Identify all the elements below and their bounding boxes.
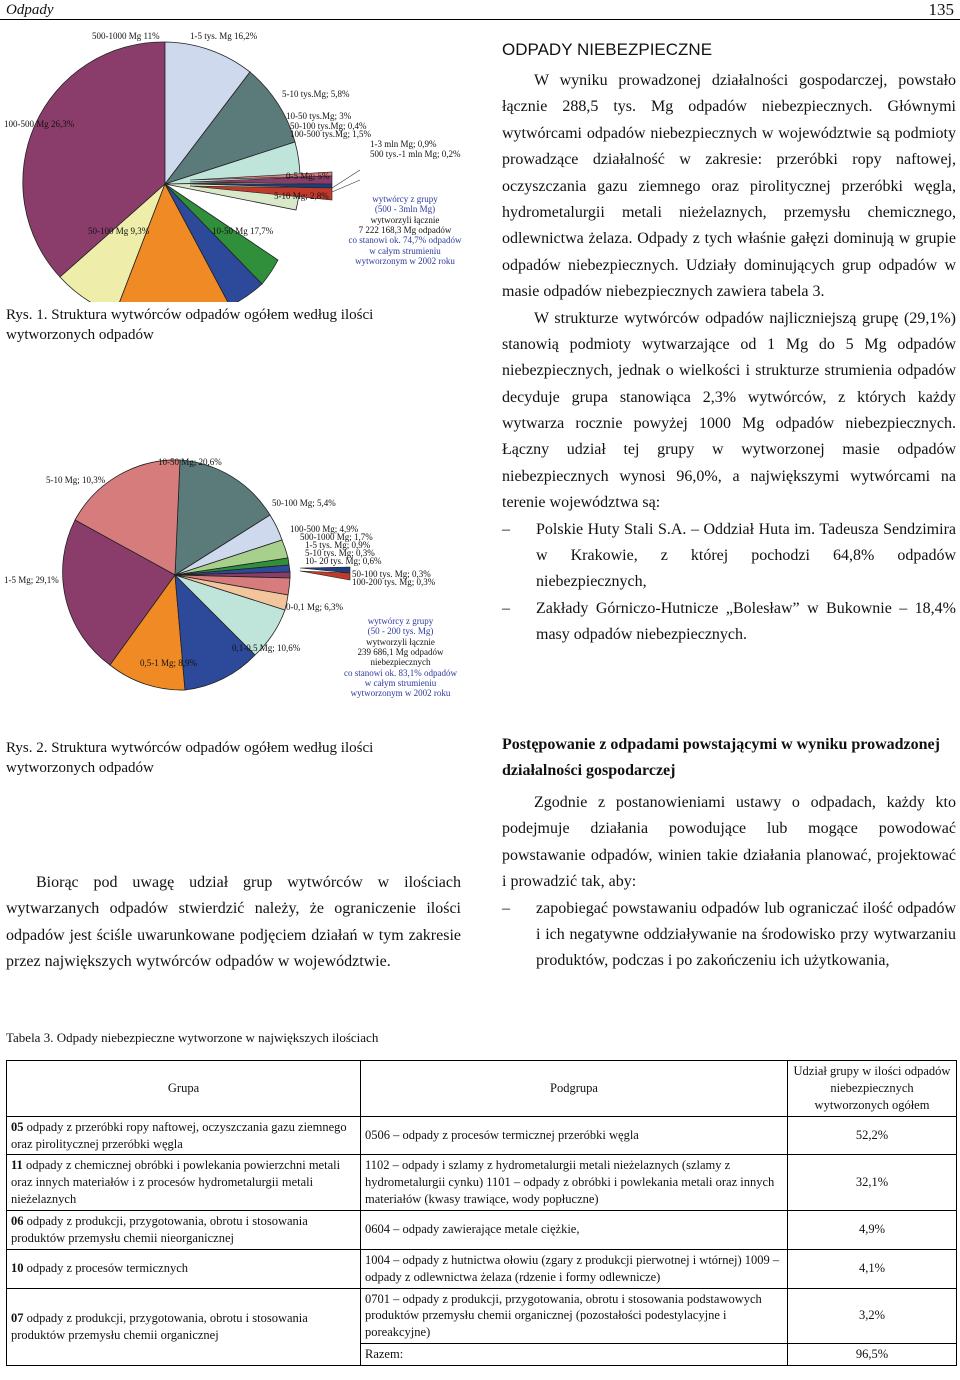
group-cell: 05 odpady z przeróbki ropy naftowej, oczyszczania gazu ziemnego oraz pirolitycznej przeróbki węgla — [7, 1116, 361, 1155]
paragraph-2: W strukturze wytwórców odpadów najliczniejszą grupę (29,1%) stanowią podmioty wytwarzające od 1 Mg do 5 Mg odpadów niebezpiecznych, jednak o wielkości i strukturze strumienia odpadów decyduje grupa stanowiąca 2,3% wytwórców, z których każdy wytwarza rocznie powyżej 1000 Mg odpadów niebezpiecznych. Łączny udział tej grupy w wytworzonej masie odpadów niebezpiecznych wynosi 96,0%, a największymi wytwórcami na terenie województwa są: — [502, 309, 956, 512]
chart2-label-500-1000mg: 500-1000 Mg; 1,7% — [300, 532, 373, 542]
share-cell: 4,1% — [788, 1249, 957, 1288]
waste-table — [6, 1060, 957, 1366]
figure-2-caption: Rys. 2. Struktura wytwórców odpadów ogółem według ilości wytworzonych odpadów — [6, 740, 374, 777]
chart2-label-1-5mg: 1-5 Mg; 29,1% — [4, 575, 59, 585]
paragraph-1: W wyniku prowadzonej działalności gospodarczej, powstało łącznie 288,5 tys. Mg odpadów niebezpiecznych. Głównymi wytwórcami odpadów niebezpiecznych w województwie są podmioty prowadzące działalność w zakresie: przeróbki ropy naftowej, oczyszczania gazu ziemnego oraz pirolitycznej przeróbki węgla, hydrometalurgii metali nieżelaznych, przemysłu chemicznego, odlewnictwa żelaza. Odpady z tych właśnie gałęzi dominują w grupie odpadów niebezpiecznych. Udziały dominujących grup odpadów w masie odpadów niebezpiecznych zawiera tabela 3. — [502, 72, 956, 301]
share-cell: 52,2% — [788, 1116, 957, 1155]
chart1-label-0-5mg: 0-5 Mg; 5% — [286, 171, 330, 181]
table-row — [7, 1211, 957, 1250]
group-cell: 07 odpady z produkcji, przygotowania, obrotu i stosowania produktów przemysłu chemii organicznej — [7, 1288, 361, 1366]
group-cell: 10 odpady z procesów termicznych — [7, 1249, 361, 1288]
chart2-label-1-5tys: 1-5 tys. Mg; 0,9% — [305, 540, 371, 550]
table-header-row — [7, 1061, 957, 1117]
chart1-label-10-50tys: 10-50 tys.Mg; 3% — [286, 111, 352, 121]
chart2-label-5-10tys: 5-10 tys. Mg; 0,3% — [305, 548, 375, 558]
subgroup-cell: 0506 – odpady z procesów termicznej przeróbki węgla — [361, 1116, 788, 1155]
column-header-share: Udział grupy w ilości odpadów niebezpiecznych wytworzonych ogółem — [788, 1061, 957, 1117]
bullet-text: Polskie Huty Stali S.A. – Oddział Huta im. Tadeusza Sendzimira w Krakowie, z której pochodzi 64,8% odpadów niebezpiecznych, — [536, 520, 956, 591]
figure-2 — [0, 440, 490, 710]
group-cell: 06 odpady z produkcji, przygotowania, obrotu i stosowania produktów przemysłu chemii nieorganicznej — [7, 1211, 361, 1250]
right-column-text-2 — [502, 790, 956, 975]
chart1-label-5-10mg: 5-10 Mg; 2,8% — [274, 191, 329, 201]
chart1-label-5-10tys: 5-10 tys.Mg; 5,8% — [282, 89, 350, 99]
share-cell: 32,1% — [788, 1155, 957, 1211]
subgroup-cell: 1102 – odpady i szlamy z hydrometalurgii metali nieżelaznych (szlamy z hydrometalurgii cynku) 1101 – odpady z obróbki i powlekania metali oraz innych materiałów (kwasy trawiące, wody popłuczne) — [361, 1155, 788, 1211]
figure-1-caption: Rys. 1. Struktura wytwórców odpadów ogółem według ilości wytworzonych odpadów — [6, 307, 374, 344]
bullet-item — [502, 896, 956, 975]
table-row — [7, 1288, 957, 1344]
column-header-group: Grupa — [7, 1061, 361, 1117]
bullet-item — [502, 596, 956, 649]
table-row — [7, 1249, 957, 1288]
chart1-label-500-1000mg: 500-1000 Mg 11% — [92, 31, 160, 41]
dash-marker: – — [502, 520, 510, 538]
share-cell: 3,2% — [788, 1288, 957, 1344]
chart1-label-500tys-1mln: 500 tys.-1 mln Mg; 0,2% — [370, 149, 461, 159]
chart1-label-100-500mg: 100-500 Mg 26,3% — [4, 119, 75, 129]
chart1-label-1-5tys: 1-5 tys. Mg 16,2% — [190, 31, 258, 41]
table-caption: Tabela 3. Odpady niebezpieczne wytworzone w największych ilościach — [6, 1030, 379, 1045]
group-cell: 11 odpady z chemicznej obróbki i powlekania powierzchni metali oraz innych materiałów i z procesów hydrometalurgii metali nieżelaznych — [7, 1155, 361, 1211]
chart2-label-10-20tys: 10- 20 tys. Mg; 0,6% — [305, 556, 382, 566]
right-column-text — [502, 68, 956, 649]
chart2-label-100-200tys: 100-200 tys. Mg; 0,3% — [352, 577, 436, 587]
chart2-label-0-1-0-5mg: 0,1-0,5 Mg; 10,6% — [232, 643, 301, 653]
table-row — [7, 1155, 957, 1211]
dash-marker: – — [502, 899, 510, 917]
chart1-label-50-100tys: 50-100 tys.Mg; 0,4% — [290, 121, 367, 131]
chart2-label-50-100mg: 50-100 Mg; 5,4% — [272, 498, 336, 508]
chart2-label-100-500mg: 100-500 Mg; 4,9% — [290, 524, 359, 534]
bullet-text: zapobiegać powstawaniu odpadów lub ograniczać ilość odpadów i ich negatywne oddziaływanie na środowisko przy wytwarzaniu produktów, podczas i po zakończeniu ich użytkowania, — [536, 899, 956, 970]
total-value: 96,5% — [788, 1344, 957, 1366]
subgroup-cell: 1004 – odpady z hutnictwa ołowiu (zgary z produkcji pierwotnej i wtórnej) 1009 – odpady z odlewnictwa żelaza (rdzenie i formy odlewnicze) — [361, 1249, 788, 1288]
page-number: 135 — [928, 0, 954, 19]
section-title: ODPADY NIEBEZPIECZNE — [502, 40, 713, 59]
figure-1 — [0, 22, 490, 302]
chart2-label-0-0-1mg: 0-0,1 Mg; 6,3% — [286, 602, 343, 612]
subsection-heading: Postępowanie z odpadami powstającymi w wyniku prowadzonej działalności gospodarczej — [502, 736, 940, 779]
chart2-label-0-5-1mg: 0,5-1 Mg; 8,9% — [140, 658, 197, 668]
chart1-label-1-3mln: 1-3 mln Mg; 0,9% — [370, 139, 437, 149]
chart1-label-10-50mg: 10-50 Mg 17,7% — [212, 226, 274, 236]
subgroup-cell: 0701 – odpady z produkcji, przygotowania, obrotu i stosowania podstawowych produktów przemysłu chemii organicznej (pozostałości podestylacyjne i poreakcyjne) — [361, 1288, 788, 1344]
running-header-title: Odpady — [6, 2, 54, 18]
header-rule — [0, 19, 960, 20]
bullet-text: Zakłady Górniczo-Hutnicze „Bolesław” w Bukownie – 18,4% masy odpadów niebezpiecznych. — [536, 599, 956, 644]
total-label: Razem: — [361, 1344, 788, 1366]
paragraph-3: Zgodnie z postanowieniami ustawy o odpadach, każdy kto podejmuje działania powodujące lub mogące powodować powstawanie odpadów, winien takie działania planować, projektować i prowadzić tak, aby: — [502, 794, 956, 891]
table-row — [7, 1116, 957, 1155]
left-paragraph: Biorąc pod uwagę udział grup wytwórców w ilościach wytwarzanych odpadów stwierdzić należy, że ograniczenie ilości odpadów jest ściśle uwarunkowane podjęciem działań w tym zakresie przez największych wytwórców odpadów w województwie. — [6, 874, 461, 971]
column-header-subgroup: Podgrupa — [361, 1061, 788, 1117]
chart2-label-5-10mg: 5-10 Mg; 10,3% — [46, 475, 106, 485]
chart1-annotation: wytwórcy z grupy (500 - 3mln Mg) wytworzyli łącznie 7 222 168,3 Mg odpadów co stanowi ok. 74,7% odpadów w całym strumieniu wytworzonym w 2002 roku — [348, 194, 462, 267]
chart2-annotation: wytwórcy z grupy (50 - 200 tys. Mg) wytworzyli łącznie 239 686,1 Mg odpadów niebezpiecznych co stanowi ok. 83,1% odpadów w całym strumieniu wytworzonym w 2002 roku — [344, 616, 457, 699]
share-cell: 4,9% — [788, 1211, 957, 1250]
chart1-label-50-100mg: 50-100 Mg 9,3% — [88, 226, 150, 236]
chart2-label-50-100tys: 50-100 tys. Mg; 0,3% — [352, 569, 431, 579]
chart1-label-100-500tys: 100-500 tys.Mg; 1,5% — [290, 129, 371, 139]
dash-marker: – — [502, 599, 510, 617]
chart2-label-10-50mg: 10-50 Mg; 20,6% — [158, 457, 222, 467]
subgroup-cell: 0604 – odpady zawierające metale ciężkie, — [361, 1211, 788, 1250]
bullet-item — [502, 517, 956, 596]
